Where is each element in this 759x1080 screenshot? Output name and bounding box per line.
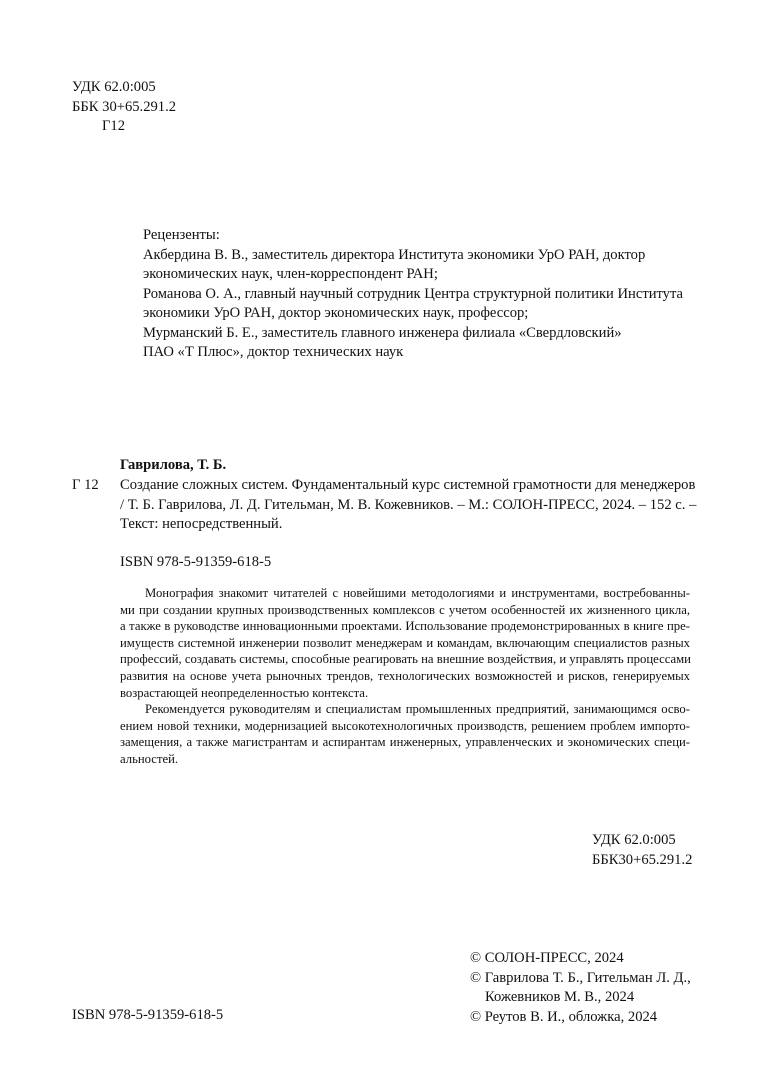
catalog-mark: Г 12: [72, 477, 99, 493]
abstract-line: замещения, а также магистрантам и аспирантам инженерных, управленческих и экономических специ-: [120, 735, 690, 750]
bbk-code: ББК30+65.291.2: [592, 851, 693, 868]
copyright-line: © Реутов В. И., обложка, 2024: [470, 1008, 658, 1025]
abstract-line: Монография знакомит читателей с новейшими методологиями и инструментами, востребованны-: [145, 586, 690, 600]
reviewer-line: экономических наук, член-корреспондент РАН;: [143, 266, 438, 282]
catalog-isbn: ISBN 978-5-91359-618-5: [120, 554, 272, 570]
isbn-bottom: ISBN 978-5-91359-618-5: [72, 1007, 224, 1023]
abstract-line: развития на основе учета рыночных трендов, технологических возможностей и рисков, генерируемых: [120, 668, 690, 683]
copyright-line: Кожевников М. В., 2024: [485, 989, 635, 1005]
copyright-line: © СОЛОН-ПРЕСС, 2024: [470, 950, 624, 966]
udk-code: УДК 62.0:005: [592, 832, 676, 848]
reviewer-line: экономики УрО РАН, доктор экономических наук, профессор;: [143, 305, 529, 321]
abstract-block: [120, 585, 690, 768]
udk-block-bottom: [592, 831, 692, 870]
copyright-block: [470, 949, 691, 1027]
catalog-line: Создание сложных систем. Фундаментальный курс системной грамотности для менеджеров: [120, 477, 696, 493]
author-mark: Г12: [102, 118, 126, 134]
abstract-line: имуществ системной инженерии позволит менеджерам и командам, включающим специалистов разных: [120, 635, 690, 650]
catalog-line: / Т. Б. Гаврилова, Л. Д. Гительман, М. В. Кожевников. – М.: СОЛОН-ПРЕСС, 2024. – 152 с. –: [120, 496, 697, 513]
catalog-description: [120, 476, 697, 535]
abstract-line: ми при создании крупных производственных комплексов с учетом особенностей их жизненного цикла,: [120, 602, 690, 617]
abstract-line: альностей.: [120, 751, 179, 766]
reviewers-heading: Рецензенты:: [143, 227, 220, 243]
bbk-code: ББК 30+65.291.2: [72, 98, 177, 115]
udk-block-top: [72, 78, 176, 137]
abstract-line: а также в руководстве инновационными проектами. Использование продемонстрированных в книге пре-: [120, 619, 690, 634]
reviewer-line: Мурманский Б. Е., заместитель главного инженера филиала «Свердловский»: [143, 324, 622, 341]
copyright-line: © Гаврилова Т. Б., Гительман Л. Д.,: [470, 969, 691, 986]
abstract-line: ением новой техники, модернизацией высокотехнологичных производств, решением проблем импорто-: [120, 718, 690, 733]
reviewer-line: Акбердина В. В., заместитель директора Института экономики УрО РАН, доктор: [143, 246, 646, 263]
reviewer-line: ПАО «Т Плюс», доктор технических наук: [143, 344, 404, 360]
udk-code: УДК 62.0:005: [72, 79, 156, 95]
reviewers-block: [143, 226, 683, 363]
catalog-author: Гаврилова, Т. Б.: [120, 457, 227, 473]
abstract-line: возрастающей неопределенностью контекста.: [120, 685, 369, 700]
abstract-line: профессий, создавать системы, способные реагировать на внешние воздействия, и управлять процессами: [120, 652, 691, 667]
catalog-line: Текст: непосредственный.: [120, 516, 283, 532]
reviewer-line: Романова О. А., главный научный сотрудник Центра структурной политики Института: [143, 285, 684, 302]
abstract-line: Рекомендуется руководителям и специалистам промышленных предприятий, занимающимся осво-: [145, 702, 690, 717]
